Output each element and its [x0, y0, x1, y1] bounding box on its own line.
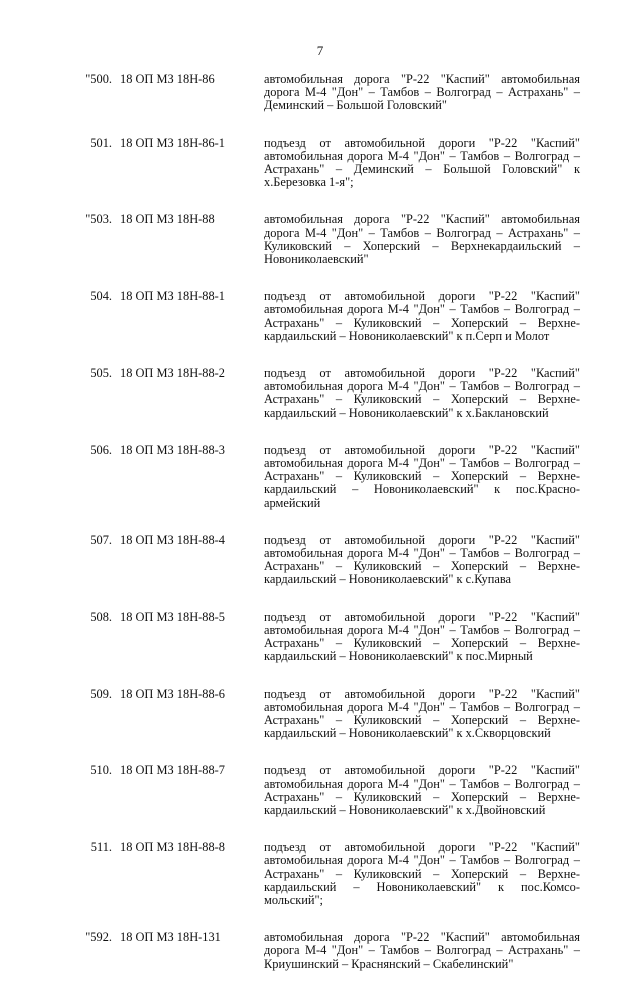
entry-number: 507.: [90, 532, 112, 547]
road-description: подъезд от автомобильной дороги "Р-22 "Каспий" автомобильная дорога М-4 "Дон" – Тамбов – Волгоград – Астрахань" – Куликовский – Хоперский – Верхне-кардаильский – Новониколаевский" к пос.Мирный: [264, 609, 580, 664]
road-list: [0, 73, 640, 995]
road-description: подъезд от автомобильной дороги "Р-22 "Каспий" автомобильная дорога М-4 "Дон" – Тамбов – Волгоград – Астрахань" – Куликовский – Хоперский – Верхне-кардаильский – Новониколаевский" к х.Скворцовский: [264, 686, 580, 741]
entry-number: 504.: [90, 289, 112, 304]
entry-number: 511.: [90, 840, 112, 855]
entry-number: 501.: [90, 135, 112, 150]
page-number: 7: [316, 43, 324, 58]
road-description: подъезд от автомобильной дороги "Р-22 "Каспий" автомобильная дорога М-4 "Дон" – Тамбов – Волгоград – Астрахань" – Куликовский – Хоперский – Верхне-кардаильский – Новониколаевский" к х.Двойновский: [264, 763, 580, 817]
road-description: автомобильная дорога "Р-22 "Каспий" автомобильная дорога М-4 "Дон" – Тамбов – Волгоград – Астрахань" – Куликовский – Хоперский – Верхнекардаильский – Новониколаевский": [264, 212, 580, 267]
list-item: [0, 213, 640, 266]
list-item: [0, 841, 640, 907]
list-item: [0, 367, 640, 420]
road-description: автомобильная дорога "Р-22 "Каспий" автомобильная дорога М-4 "Дон" – Тамбов – Волгоград – Астрахань" – Криушинский – Краснянский – Скабелинский": [264, 930, 580, 971]
entry-number: 509.: [90, 686, 112, 701]
entry-number: 505.: [90, 366, 112, 381]
road-id-code: 18 ОП МЗ 18Н-88-1: [120, 289, 225, 304]
road-id-code: 18 ОП МЗ 18Н-88-4: [120, 532, 225, 547]
list-item: [0, 444, 640, 510]
list-item: [0, 534, 640, 587]
entry-number: 508.: [90, 609, 112, 624]
list-item: [0, 611, 640, 664]
road-description: подъезд от автомобильной дороги "Р-22 "Каспий" автомобильная дорога М-4 "Дон" – Тамбов – Волгоград – Астрахань" – Куликовский – Хоперский – Верхне-кардаильский – Новониколаевский" к п.Серп и Молот: [264, 289, 580, 343]
list-item: [0, 688, 640, 741]
road-id-code: 18 ОП МЗ 18Н-88: [120, 212, 215, 227]
list-item: [0, 764, 640, 817]
road-description: подъезд от автомобильной дороги "Р-22 "Каспий" автомобильная дорога М-4 "Дон" – Тамбов – Волгоград – Астрахань" – Куликовский – Хоперский – Верхне-кардаильский – Новониколаевский" к пос.Комсо-мольский";: [264, 840, 580, 907]
entry-number: "592.: [85, 930, 112, 945]
road-id-code: 18 ОП МЗ 18Н-88-6: [120, 686, 225, 701]
list-item: [0, 73, 640, 113]
list-item: [0, 290, 640, 343]
road-description: подъезд от автомобильной дороги "Р-22 "Каспий" автомобильная дорога М-4 "Дон" – Тамбов – Волгоград – Астрахань" – Деминский – Большой Головский" к х.Березовка 1-я";: [264, 135, 580, 190]
road-description: подъезд от автомобильной дороги "Р-22 "Каспий" автомобильная дорога М-4 "Дон" – Тамбов – Волгоград – Астрахань" – Куликовский – Хоперский – Верхне-кардаильский – Новониколаевский" к пос.Красно-армейский: [264, 442, 580, 510]
entry-number: "500.: [85, 72, 112, 86]
entry-number: 510.: [90, 763, 112, 778]
road-description: подъезд от автомобильной дороги "Р-22 "Каспий" автомобильная дорога М-4 "Дон" – Тамбов – Волгоград – Астрахань" – Куликовский – Хоперский – Верхне-кардаильский – Новониколаевский" к х.Баклановский: [264, 366, 580, 420]
road-id-code: 18 ОП МЗ 18Н-131: [120, 930, 221, 945]
list-item: [0, 137, 640, 190]
entry-number: 506.: [90, 442, 112, 457]
entry-number: "503.: [85, 212, 112, 227]
road-id-code: 18 ОП МЗ 18Н-88-5: [120, 609, 225, 624]
road-id-code: 18 ОП МЗ 18Н-88-3: [120, 442, 225, 457]
road-id-code: 18 ОП МЗ 18Н-86: [120, 72, 215, 86]
road-id-code: 18 ОП МЗ 18Н-88-2: [120, 366, 225, 381]
road-description: подъезд от автомобильной дороги "Р-22 "Каспий" автомобильная дорога М-4 "Дон" – Тамбов – Волгоград – Астрахань" – Куликовский – Хоперский – Верхне-кардаильский – Новониколаевский" к с.Купава: [264, 532, 580, 587]
road-id-code: 18 ОП МЗ 18Н-88-8: [120, 840, 225, 855]
road-id-code: 18 ОП МЗ 18Н-88-7: [120, 763, 225, 778]
road-description: автомобильная дорога "Р-22 "Каспий" автомобильная дорога М-4 "Дон" – Тамбов – Волгоград – Астрахань" – Деминский – Большой Головский": [264, 72, 580, 113]
list-item: [0, 931, 640, 971]
road-id-code: 18 ОП МЗ 18Н-86-1: [120, 135, 225, 150]
